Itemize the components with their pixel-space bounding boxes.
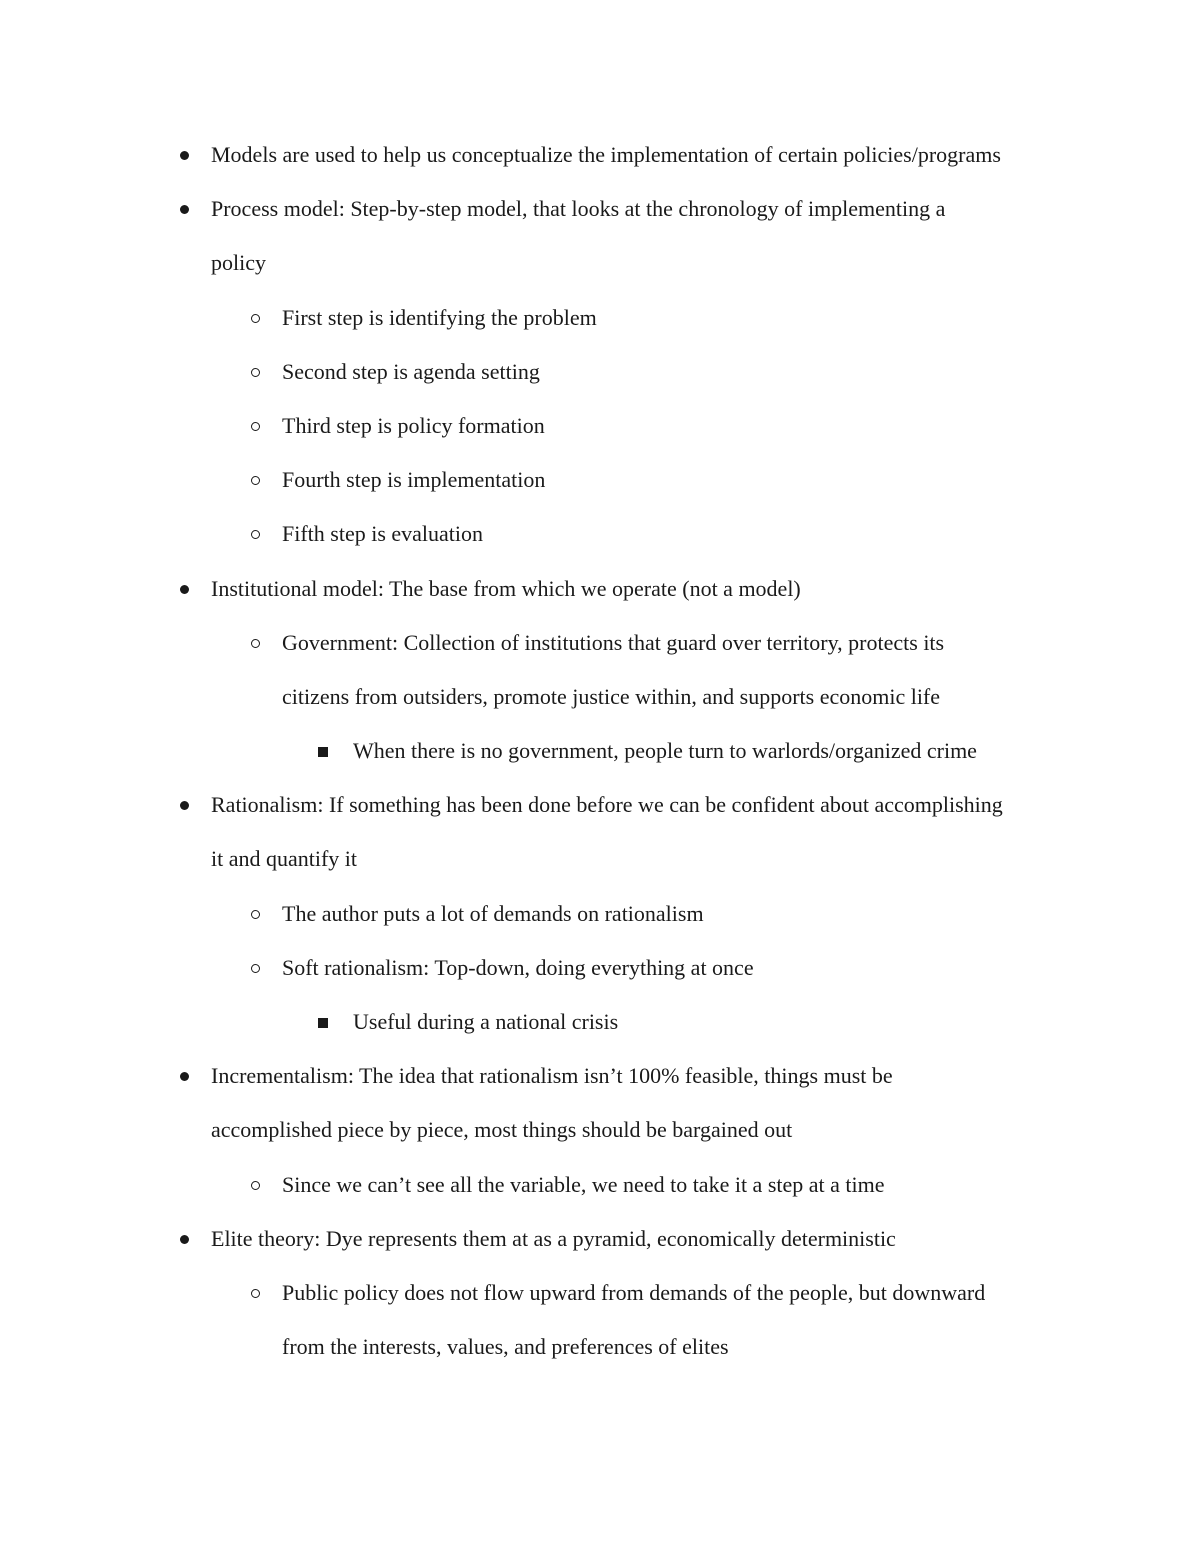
list-item-text: Fourth step is implementation <box>282 467 546 493</box>
hollow-circle-bullet-icon <box>251 964 260 973</box>
list-item <box>0 616 1200 670</box>
hollow-circle-bullet-icon <box>251 314 260 323</box>
list-item <box>0 778 1200 832</box>
list-item-text: Models are used to help us conceptualize the implementation of certain policies/programs <box>211 142 1001 167</box>
hollow-circle-bullet-icon <box>251 422 260 431</box>
list-item <box>0 291 1200 345</box>
list-item <box>0 453 1200 507</box>
list-item <box>0 1158 1200 1212</box>
hollow-circle-bullet-icon <box>251 368 260 377</box>
list-item <box>0 887 1200 941</box>
list-item-text: citizens from outsiders, promote justice within, and supports economic life <box>282 683 941 709</box>
list-item-text: from the interests, values, and preferences of elites <box>282 1334 729 1360</box>
list-item-continuation <box>0 236 1200 290</box>
filled-bullet-icon <box>180 585 189 594</box>
filled-bullet-icon <box>180 205 189 214</box>
list-item-text: it and quantify it <box>211 846 358 872</box>
filled-bullet-icon <box>180 151 189 160</box>
list-item-text: Government: Collection of institutions that guard over territory, protects its <box>282 629 945 655</box>
list-item-continuation <box>0 832 1200 886</box>
list-item-text: Useful during a national crisis <box>353 1009 619 1034</box>
list-item-text: Institutional model: The base from which we operate (not a model) <box>211 575 801 601</box>
list-item-continuation <box>0 670 1200 724</box>
list-item <box>0 724 1200 778</box>
list-item <box>0 345 1200 399</box>
list-item-text: Since we can’t see all the variable, we need to take it a step at a time <box>282 1171 885 1197</box>
square-bullet-icon <box>318 747 328 757</box>
list-item <box>0 399 1200 453</box>
list-item <box>0 1212 1200 1266</box>
list-item-text: Process model: Step-by-step model, that looks at the chronology of implementing a <box>211 196 946 222</box>
list-item-text: Public policy does not flow upward from demands of the people, but downward <box>282 1279 986 1305</box>
hollow-circle-bullet-icon <box>251 476 260 485</box>
list-item-text: Fifth step is evaluation <box>282 521 484 547</box>
list-item-text: Second step is agenda setting <box>282 358 540 384</box>
filled-bullet-icon <box>180 801 189 810</box>
list-item <box>0 941 1200 995</box>
notes-list <box>0 128 1200 1374</box>
hollow-circle-bullet-icon <box>251 910 260 919</box>
list-item <box>0 1266 1200 1320</box>
list-item-text: Incrementalism: The idea that rationalism isn’t 100% feasible, things must be <box>211 1063 893 1089</box>
hollow-circle-bullet-icon <box>251 530 260 539</box>
list-item-text: First step is identifying the problem <box>282 304 597 330</box>
list-item-text: accomplished piece by piece, most things should be bargained out <box>211 1117 793 1143</box>
list-item-text: Third step is policy formation <box>282 412 545 438</box>
list-item-text: When there is no government, people turn to warlords/organized crime <box>353 738 977 764</box>
filled-bullet-icon <box>180 1235 189 1244</box>
hollow-circle-bullet-icon <box>251 1181 260 1190</box>
square-bullet-icon <box>318 1018 328 1028</box>
list-item-text: policy <box>211 250 266 276</box>
list-item-text: Rationalism: If something has been done before we can be confident about accomplishing <box>211 792 1003 818</box>
list-item <box>0 562 1200 616</box>
list-item <box>0 182 1200 236</box>
list-item-text: The author puts a lot of demands on rationalism <box>282 900 704 926</box>
list-item <box>0 1049 1200 1103</box>
list-item-text: Soft rationalism: Top-down, doing everything at once <box>282 954 754 980</box>
list-item <box>0 128 1200 182</box>
hollow-circle-bullet-icon <box>251 1289 260 1298</box>
list-item <box>0 507 1200 561</box>
hollow-circle-bullet-icon <box>251 639 260 648</box>
filled-bullet-icon <box>180 1072 189 1081</box>
list-item <box>0 995 1200 1049</box>
list-item-continuation <box>0 1103 1200 1157</box>
list-item-continuation <box>0 1320 1200 1374</box>
list-item-text: Elite theory: Dye represents them at as a pyramid, economically deterministic <box>211 1225 896 1251</box>
